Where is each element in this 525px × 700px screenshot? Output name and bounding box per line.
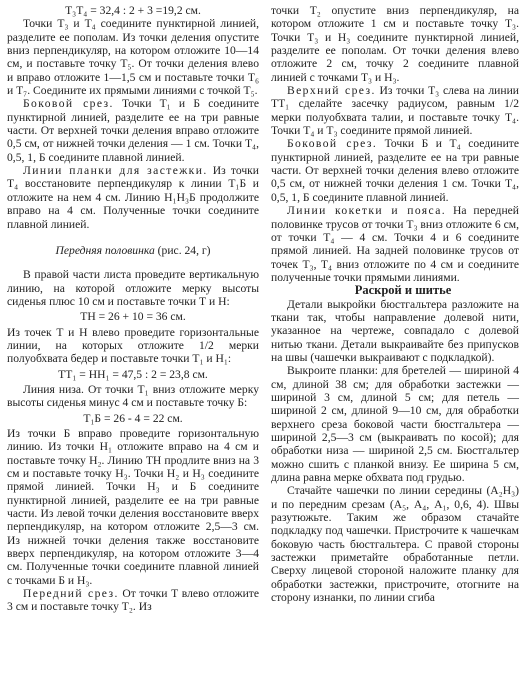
paragraph-text: Из точки Т₄ восстановите перпендикуляр к линии Т₁Б и отложите на нем 4 см. Линию Н₁Н₃Б продолжите вправо на 4 см. Полученные точки соедините плавной линией. bbox=[7, 164, 259, 231]
paragraph-text: В правой части листа проведите вертикальную линию, на которой отложите мерку высоты сиденья плюс 10 см и поставьте точки Т и Н: bbox=[7, 268, 259, 308]
left-paragraph bbox=[7, 244, 259, 257]
paragraph-text: Точки Т₃ и Т₄ соедините пунктирной линией, разделите ее пополам. Из точки деления опустите вниз перпендикуляр, на котором отложите 10—14 см, и поставьте точку Т₅. От точки деления влево и вправо отложите 1—1,5 см и поставьте точки Т₆ и Т₇. Соедините их прямыми линиями с точкой Т₅. bbox=[7, 17, 259, 98]
run-in-heading: Боковой срез. bbox=[23, 97, 114, 111]
right-paragraph bbox=[271, 484, 519, 604]
left-paragraph bbox=[7, 17, 259, 97]
paragraph-text: Раскрой и шитье bbox=[354, 283, 452, 298]
left-paragraph bbox=[7, 4, 259, 17]
paragraph-text: ТТ₁ = НН₁ = 47,5 : 2 = 23,8 см. bbox=[58, 367, 208, 381]
paragraph-text: Из точки Б вправо проведите горизонтальную линию. Из точки Н₁ отложите вправо на 4 см и поставьте точку Н₂. Линию ТН продлите вниз на 3 см и поставьте точку Н₃. Точки Н₂ и Н₃ соедините прямой линией. Точки Н₃ и Б соедините пунктирной линией, разделите ее на три равные части. Из левой точки деления восстановите вверх перпендикуляр, на котором отложите 2,5—3 см. Из нижней точки деления также восстановите вверх перпендикуляр, на котором отложите 3—4 см. Полученные точки соедините плавной линией с точками Б и Н₃. bbox=[7, 426, 259, 587]
left-paragraph bbox=[7, 368, 259, 381]
paragraph-text: Детали выкройки бюстгальтера разложите на ткани так, чтобы направление долевой нити, указанное на чертеже, совпадало с долевой нитью ткани. Детали выкраивайте без припусков на швы (чашечки выкраивают с подкладкой). bbox=[271, 297, 519, 364]
left-column bbox=[7, 4, 259, 614]
paragraph-text: Точки Т₁ и Б соедините пунктирной линией, разделите ее на три равные части. От верхней точки деления вправо отложите 0,5 см, от нижней точки деления — 1 см. Точки Т₄, 0,5, 1, Б соедините плавной линией. bbox=[7, 97, 260, 164]
paragraph-text: На передней половинке трусов от точки Т₃ вниз отложите 6 см, от точки Т₄ — 4 см. Точки 4 и 6 соедините прямой линией. На задней половинке трусов от точек Т₃, Т₄ вниз отложите по 4 см и соедините полученные точки прямыми линиями. bbox=[271, 204, 519, 284]
right-column bbox=[271, 4, 519, 604]
paragraph-text: Т₁Б = 26 - 4 = 22 см. bbox=[83, 411, 183, 425]
right-paragraph bbox=[271, 84, 519, 137]
left-paragraph bbox=[7, 97, 259, 164]
paragraph-text: Из точки Т₃ слева на линии ТТ₁ сделайте засечку радиусом, равным 1/2 мерки полуобхвата талии, и поставьте точку Т₄. Точки Т₄ и Т₃ соедините прямой линией. bbox=[271, 84, 519, 138]
run-in-heading: Линии кокетки и пояса. bbox=[287, 204, 447, 218]
right-paragraph bbox=[271, 204, 519, 284]
paragraph-text: Стачайте чашечки по линии середины (А₂Н₃) и по передним срезам (А₅, А₄, А₁, 0,6, 4). Швы разутюжьте. Таким же образом стачайте подкладку под чашечки. Пристрочите к чашечкам боковую часть бюстгальтера. С правой стороны застежки приметайте обработанные петли. Сверху лицевой стороной наложите планку для обработки застежки, пристрочите, отогните на сторону изнанки, по линии сгиба bbox=[271, 484, 519, 605]
left-paragraph bbox=[7, 268, 259, 308]
left-paragraph bbox=[7, 383, 259, 410]
run-in-heading: Линии планки для застежки. bbox=[23, 164, 208, 178]
left-paragraph bbox=[7, 310, 259, 323]
right-paragraph bbox=[271, 298, 519, 365]
left-paragraph bbox=[7, 164, 259, 231]
left-paragraph bbox=[7, 326, 259, 366]
paragraph-text: Выкроите планки: для бретелей — шириной 4 см, длиной 38 см; для обработки застежки — шириной 3 см, длиной 5 см; для петель — шириной 2 см, длиной 9—10 см, для обработки верхнего среза боковой части бюстгальтера — шириной 2,5—3 см (выкраивать по косой); для обработки низа — шириной 2,5 см. Бюстгальтер можно сшить с планкой внизу. Ее ширина 5 см, длина равна мерке обхвата под грудью. bbox=[271, 364, 519, 485]
right-paragraph bbox=[271, 4, 519, 84]
left-paragraph bbox=[7, 412, 259, 425]
paragraph-text: Линия низа. От точки Т₁ вниз отложите мерку высоты сиденья минус 4 см и поставьте точку Б: bbox=[7, 382, 259, 410]
run-in-heading: Верхний срез. bbox=[287, 84, 376, 98]
right-paragraph bbox=[271, 364, 519, 484]
paragraph-text: точки Т₂ опустите вниз перпендикуляр, на котором отложите 1 см и поставьте точку Т₃. Точки Т₃ и Н₃ соедините пунктирной линией, разделите ее пополам. От точки деления влево отложите 2 см, точку 2 соедините плавной линией с точками Т₃ и Н₃. bbox=[271, 4, 519, 84]
paragraph-text: Т₃Т₄ = 32,4 : 2 + 3 =19,2 см. bbox=[65, 4, 201, 17]
section-title: Передняя половинка bbox=[55, 243, 155, 257]
paragraph-text: От точки Т влево отложите 3 см и поставьте точку Т₂. Из bbox=[7, 587, 259, 614]
paragraph-text: Точки Б и Т₄ соедините пунктирной линией, разделите ее на три равные части. От верхней точки деления влево отложите 0,5 см, от нижней точки деления 1 см. Точки Т₄, 0,5, 1, Б соедините плавной линией. bbox=[271, 137, 519, 204]
paragraph-text: Из точек Т и Н влево проведите горизонтальные линии, на которых отложите 1/2 мерки полуобхвата бедер и поставьте точки Т₁ и Н₁: bbox=[7, 325, 259, 366]
run-in-heading: Боковой срез. bbox=[287, 137, 378, 151]
paragraph-text: (рис. 24, г) bbox=[154, 243, 211, 257]
run-in-heading: Передний срез. bbox=[23, 587, 119, 601]
left-paragraph bbox=[7, 587, 259, 614]
left-paragraph bbox=[7, 427, 259, 587]
paragraph-text: ТН = 26 + 10 = 36 см. bbox=[80, 310, 186, 324]
right-paragraph bbox=[271, 284, 519, 297]
right-paragraph bbox=[271, 137, 519, 204]
